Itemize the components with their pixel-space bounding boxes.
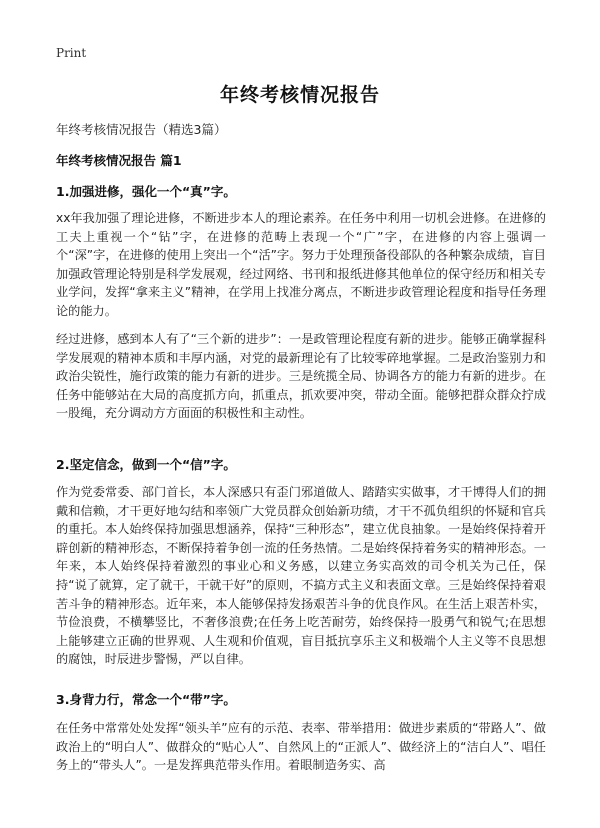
heading-lead-by-example: 3.身背力行，常念一个“带”字。 xyxy=(56,692,236,707)
paragraph-progress: 经过进修，感到本人有了“三个新的进步”：一是政管理论程度有新的进步。能够正确掌握科学发展观的精神本质和丰厚内涵，对党的最新理论有了比较零碎地掌握。二是政治鉴别力和政治尖锐性，施行政策的能力有新的进步。三是统揽全局、协调各方的能力有新的进步。在任务中能够站在大局的高度抓方向，抓重点，抓欢要冲突，带动全面。能够把群众群众拧成一股绳，充分调动方方面面的积极性和主动性。 xyxy=(56,332,546,421)
section-title: 年终考核情况报告 篇1 xyxy=(56,153,182,168)
heading-strengthen-study: 1.加强进修，强化一个“真”字。 xyxy=(56,184,236,199)
paragraph-study: xx年我加强了理论进修，不断进步本人的理论素养。在任务中利用一切机会进修。在进修的工夫上重视一个“钻”字，在进修的范畴上表现一个“广”字，在进修的内容上强调一个“深”字，在进修的使用上突出一个“活”字。努力于处理预备役部队的各种繁杂成绩，盲目加强政管理论特别是科学发展观，经过网络、书刊和报纸进修其他单位的保守经历和相关专业学问，发挥“拿来主义”精神，在学用上找准分离点，不断进步政管理论程度和指导任务理论的能力。 xyxy=(56,211,546,318)
paragraph-lead: 在任务中常常处处发挥“领头羊”应有的示范、表率、带举措用：做进步素质的“带路人”、做政治上的“明白人”、做群众的“贴心人”、自然风上的“正派人”、做经济上的“洁白人”、唱任务上的“带头人”。一是发挥典范带头作用。着眼制造务实、高 xyxy=(56,721,546,773)
paragraph-belief: 作为党委常委、部门首长，本人深感只有歪门邪道做人、踏踏实实做事，才干博得人们的拥戴和信赖，才干更好地勾结和率领广大党员群众创始新功绩，才干不孤负组织的怀疑和官兵的重托。本人始终保持加强思想涵养，保持“三种形态”，建立优良抽象。一是始终保持着开辟创新的精神形态，不断保持着争创一流的任务热情。二是始终保持着务实的精神形态。一年来，本人始终保持着激烈的事业心和义务感，以建立务实高效的司令机关为己任，保持“说了就算，定了就干，干就干好”的原则，不搞方式主义和表面文章。三是始终保持着艰苦斗争的精神形态。近年来，本人能够保持发扬艰苦斗争的优良作风。在生活上艰苦朴实，节俭浪费，不横攀竖比，不奢侈浪费;在任务上吃苦耐劳，始终保持一股勇气和锐气;在思想上能够建立正确的世界观、人生观和价值观，盲目抵抗享乐主义和极端个人主义等不良思想的腐蚀，时辰进步警惕，严以自律。 xyxy=(56,485,546,667)
print-link[interactable]: Print xyxy=(56,46,87,60)
heading-firm-belief: 2.坚定信念，做到一个“信”字。 xyxy=(56,457,236,472)
page-title: 年终考核情况报告 xyxy=(219,84,380,106)
document-subtitle: 年终考核情况报告（精选3篇） xyxy=(56,122,227,137)
